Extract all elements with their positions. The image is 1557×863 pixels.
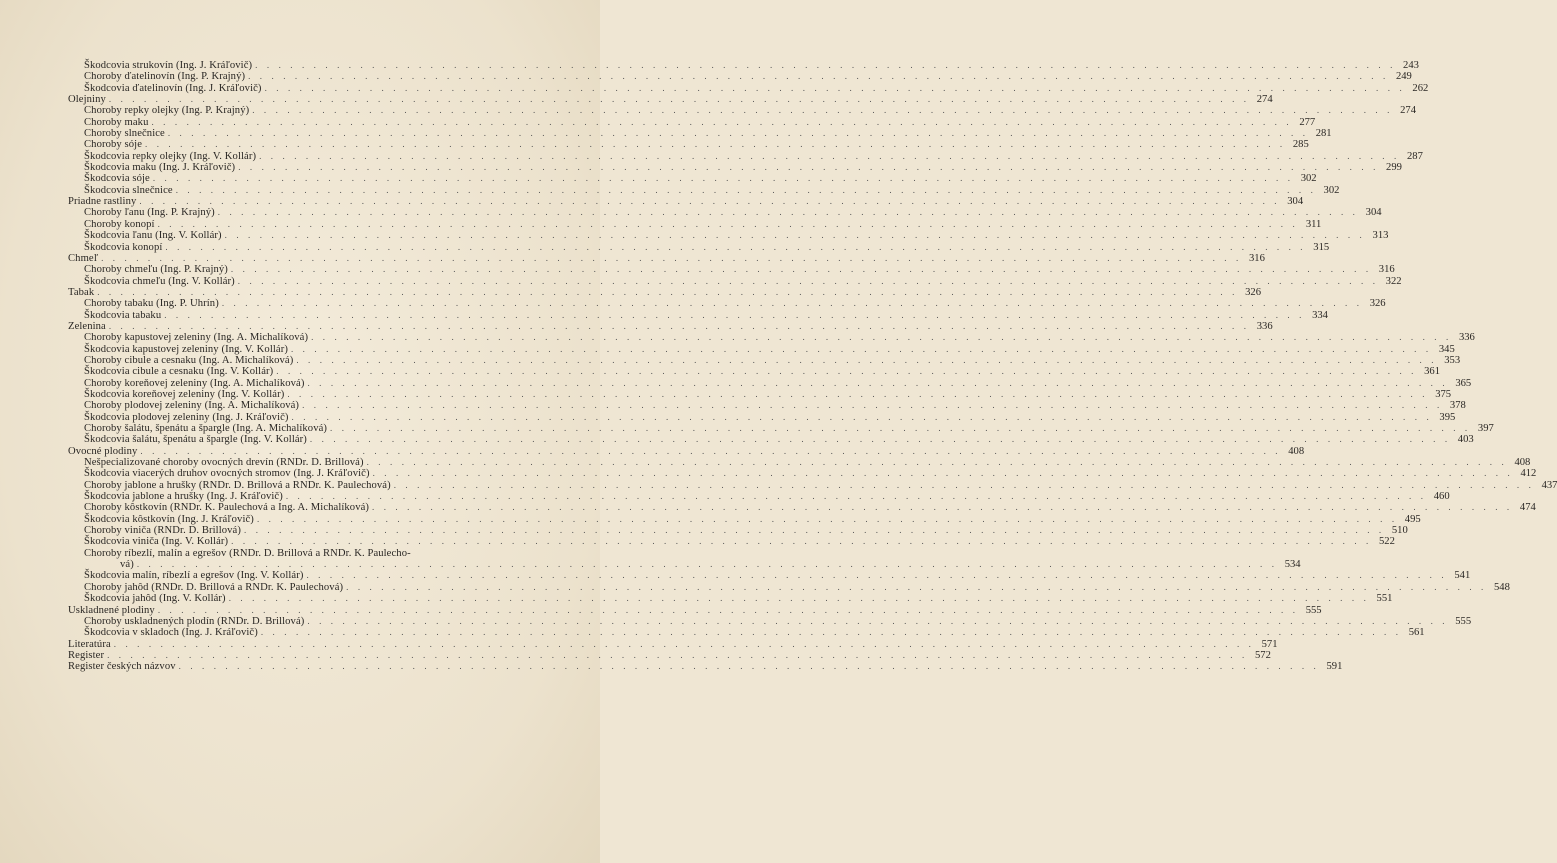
leader-dots xyxy=(231,264,1372,275)
table-of-contents xyxy=(68,60,1557,673)
toc-entry-title: Zelenina xyxy=(68,320,106,332)
toc-entry-page-number: 274 xyxy=(1256,94,1273,106)
toc-entry xyxy=(68,388,1452,400)
toc-entry-page-number: 313 xyxy=(1372,230,1389,242)
leader-dots xyxy=(107,650,1248,661)
toc-entry-page-number: 322 xyxy=(1385,275,1402,287)
toc-entry-page-number: 287 xyxy=(1406,150,1423,162)
toc-entry xyxy=(68,581,1510,593)
leader-dots xyxy=(302,400,1443,411)
toc-entry-page-number: 345 xyxy=(1438,343,1455,355)
leader-dots xyxy=(231,536,1372,547)
toc-entry-page-number: 353 xyxy=(1444,354,1461,366)
toc-entry-title: Choroby šalátu, špenátu a špargle (Ing. A. Michalíková) xyxy=(84,423,328,434)
toc-entry-title: Škodcovia kôstkovín (Ing. J. Kráľovič) xyxy=(84,513,254,525)
leader-dots xyxy=(307,378,1448,389)
toc-section-entry xyxy=(68,445,1305,457)
toc-section-entry xyxy=(68,638,1278,650)
toc-entry-page-number: 403 xyxy=(1457,434,1474,446)
toc-entry-page-number: 316 xyxy=(1248,252,1265,264)
toc-entry-title: Uskladnené plodiny xyxy=(68,604,155,616)
toc-entry-title: Choroby kapustovej zeleniny (Ing. A. Michalíková) xyxy=(84,332,309,344)
toc-entry xyxy=(68,218,1322,230)
toc-entry-page-number: 315 xyxy=(1313,241,1330,253)
toc-entry xyxy=(68,105,1416,117)
leader-dots xyxy=(164,310,1305,321)
leader-dots xyxy=(97,287,1238,298)
toc-entry xyxy=(68,309,1328,321)
toc-entry-page-number: 408 xyxy=(1514,457,1531,469)
toc-entry-title: Choroby ďatelinovín (Ing. P. Krajný) xyxy=(84,71,246,83)
leader-dots xyxy=(145,139,1286,150)
leader-dots xyxy=(140,446,1281,457)
leader-dots xyxy=(252,105,1393,116)
toc-entry xyxy=(68,230,1389,242)
toc-entry-title: Škodcovia ľanu (Ing. V. Kollár) xyxy=(84,230,222,242)
toc-entry xyxy=(68,298,1386,310)
toc-entry-title: Choroby ríbezlí, malín a egrešov (RNDr. D. Brillová a RNDr. K. Paulecho- xyxy=(84,547,411,559)
toc-section-entry xyxy=(68,286,1261,298)
leader-dots xyxy=(153,173,1294,184)
toc-entry-page-number: 378 xyxy=(1449,400,1466,412)
toc-entry-title: Škodcovia šalátu, špenátu a špargle (Ing. V. Kollár) xyxy=(84,434,307,446)
toc-entry xyxy=(68,548,546,559)
toc-entry-title: Choroby cibule a cesnaku (Ing. A. Michalíková) xyxy=(84,354,294,366)
leader-dots xyxy=(229,593,1370,604)
toc-entry-page-number: 408 xyxy=(1288,445,1305,457)
leader-dots xyxy=(158,605,1299,616)
toc-entry-title: Škodcovia konopí xyxy=(84,241,163,253)
leader-dots xyxy=(151,117,1292,128)
leader-dots xyxy=(287,389,1428,400)
toc-entry xyxy=(68,207,1382,219)
toc-entry-title: Škodcovia repky olejky (Ing. V. Kollár) xyxy=(84,150,257,162)
toc-entry-title: Choroby konopí xyxy=(84,218,155,230)
leader-dots xyxy=(109,94,1250,105)
toc-entry-page-number: 561 xyxy=(1408,627,1425,639)
toc-entry-page-number: 365 xyxy=(1455,377,1472,389)
toc-section-entry xyxy=(68,252,1265,264)
toc-entry-page-number: 541 xyxy=(1454,570,1471,582)
toc-entry-title: Choroby maku xyxy=(84,116,149,128)
toc-entry-page-number: 277 xyxy=(1299,116,1316,128)
toc-entry-page-number: 262 xyxy=(1412,82,1429,94)
leader-dots xyxy=(222,298,1363,309)
toc-entry-page-number: 551 xyxy=(1376,593,1393,605)
leader-dots xyxy=(367,457,1508,468)
leader-dots xyxy=(168,128,1309,139)
leader-dots xyxy=(179,661,1320,672)
leader-dots xyxy=(244,525,1385,536)
toc-entry xyxy=(68,593,1393,605)
toc-entry-title: Choroby jahôd (RNDr. D. Brillová a RNDr. K. Paulechová) xyxy=(84,581,344,593)
toc-entry-page-number: 510 xyxy=(1391,525,1408,537)
leader-dots xyxy=(109,321,1250,332)
toc-entry xyxy=(68,116,1316,128)
leader-dots xyxy=(165,242,1306,253)
toc-entry-page-number: 412 xyxy=(1520,468,1537,480)
toc-entry-page-number: 243 xyxy=(1403,60,1419,71)
toc-entry-title: Škodcovia chmeľu (Ing. V. Kollár) xyxy=(84,275,235,287)
toc-entry-title: Škodcovia sóje xyxy=(84,173,150,185)
toc-entry xyxy=(68,570,1471,582)
toc-entry xyxy=(68,150,1423,162)
toc-entry xyxy=(68,457,1531,469)
toc-entry xyxy=(68,400,1466,412)
toc-section-entry xyxy=(68,661,1343,673)
toc-entry-title: Nešpecializované choroby ovocných drevín (RNDr. D. Brillová) xyxy=(84,457,364,469)
leader-dots xyxy=(255,60,1396,71)
toc-entry-page-number: 274 xyxy=(1400,105,1416,117)
toc-entry-page-number: 361 xyxy=(1424,366,1440,378)
toc-entry-page-number: 285 xyxy=(1292,139,1309,151)
toc-entry-page-number: 555 xyxy=(1455,615,1472,627)
toc-entry-title: Choroby uskladnených plodín (RNDr. D. Brillová) xyxy=(84,615,305,627)
leader-dots xyxy=(311,332,1452,343)
toc-entry-title: Choroby kôstkovín (RNDr. K. Paulechová a Ing. A. Michalíková) xyxy=(84,502,370,514)
leader-dots xyxy=(158,219,1299,230)
leader-dots xyxy=(373,468,1514,479)
toc-entry-title: Olejniny xyxy=(68,94,106,106)
toc-entry-page-number: 397 xyxy=(1477,423,1494,434)
toc-entry xyxy=(68,491,1450,503)
toc-entry-title: Škodcovia kapustovej zeleniny (Ing. V. Kollár) xyxy=(84,343,288,355)
toc-entry-page-number: 336 xyxy=(1458,332,1475,344)
toc-entry xyxy=(68,173,1317,185)
leader-dots xyxy=(291,344,1432,355)
toc-entry xyxy=(68,366,1440,378)
toc-entry-page-number: 555 xyxy=(1305,604,1322,616)
leader-dots xyxy=(372,502,1513,513)
toc-entry-title: Choroby jablone a hrušky (RNDr. D. Brillová a RNDr. K. Paulechová) xyxy=(84,479,391,491)
toc-entry-title: Škodcovia slnečnice xyxy=(84,184,173,196)
toc-entry xyxy=(68,343,1455,355)
toc-section-entry xyxy=(68,649,1271,661)
toc-entry xyxy=(68,479,1557,491)
leader-dots xyxy=(259,151,1400,162)
toc-entry-title: Chmeľ xyxy=(68,252,99,264)
toc-entry xyxy=(68,82,1429,94)
toc-entry xyxy=(68,536,1395,548)
leader-dots xyxy=(225,230,1366,241)
leader-dots xyxy=(296,355,1437,366)
leader-dots xyxy=(286,491,1427,502)
toc-entry-page-number: 474 xyxy=(1519,502,1536,514)
toc-entry-page-number: 571 xyxy=(1261,638,1278,650)
toc-entry-page-number: 572 xyxy=(1254,649,1271,661)
toc-entry-page-number: 326 xyxy=(1245,286,1261,298)
toc-entry-title: Choroby plodovej zeleniny (Ing. A. Michalíková) xyxy=(84,400,300,412)
leader-dots xyxy=(306,570,1447,581)
toc-entry-page-number: 304 xyxy=(1287,196,1304,208)
leader-dots xyxy=(265,83,1406,94)
toc-entry-page-number: 299 xyxy=(1386,162,1402,174)
toc-entry xyxy=(68,128,1332,140)
toc-entry xyxy=(68,139,1309,151)
toc-entry-title: Škodcovia v skladoch (Ing. J. Kráľovič) xyxy=(84,627,258,639)
toc-entry-title: Choroby chmeľu (Ing. P. Krajný) xyxy=(84,264,228,276)
toc-entry-title: Škodcovia plodovej zeleniny (Ing. J. Kráľovič) xyxy=(84,411,289,423)
toc-entry-title: Choroby sóje xyxy=(84,139,142,151)
toc-entry-title: vá) xyxy=(120,559,134,571)
toc-entry xyxy=(68,241,1330,253)
toc-entry xyxy=(68,559,1301,571)
toc-entry-page-number: 522 xyxy=(1379,536,1395,548)
toc-entry-title: Choroby koreňovej zeleniny (Ing. A. Michalíková) xyxy=(84,377,305,389)
leader-dots xyxy=(114,639,1255,650)
leader-dots xyxy=(218,207,1359,218)
toc-entry xyxy=(68,513,1421,525)
toc-entry-title: Škodcovia strukovín (Ing. J. Kráľovič) xyxy=(84,60,253,71)
toc-entry-title: Škodcovia ďatelinovín (Ing. J. Kráľovič) xyxy=(84,82,262,94)
toc-entry xyxy=(68,354,1461,366)
toc-entry-title: Choroby tabaku (Ing. P. Uhrín) xyxy=(84,298,219,310)
leader-dots xyxy=(292,412,1433,423)
leader-dots xyxy=(310,434,1451,445)
toc-entry-title: Choroby ľanu (Ing. P. Krajný) xyxy=(84,207,215,219)
toc-section-entry xyxy=(68,604,1322,616)
toc-entry-title: Škodcovia jablone a hrušky (Ing. J. Kráľovič) xyxy=(84,491,283,503)
toc-entry xyxy=(68,162,1402,174)
leader-dots xyxy=(276,366,1417,377)
toc-entry-page-number: 281 xyxy=(1315,128,1332,140)
toc-entry-title: Ovocné plodiny xyxy=(68,445,138,457)
leader-dots xyxy=(394,480,1535,491)
leader-dots xyxy=(176,185,1317,196)
leader-dots xyxy=(238,276,1379,287)
toc-entry-title: Škodcovia viacerých druhov ovocných stromov (Ing. J. Kráľovič) xyxy=(84,468,370,480)
leader-dots xyxy=(101,253,1242,264)
toc-entry-title: Škodcovia tabaku xyxy=(84,309,162,321)
toc-entry-page-number: 395 xyxy=(1439,411,1456,423)
toc-entry-page-number: 311 xyxy=(1305,218,1322,230)
toc-entry xyxy=(68,60,1419,71)
toc-entry-title: Priadne rastliny xyxy=(68,196,137,208)
toc-entry-page-number: 302 xyxy=(1323,184,1340,196)
leader-dots xyxy=(139,196,1280,207)
toc-entry-title: Register českých názvov xyxy=(68,661,176,673)
toc-entry-title: Register xyxy=(68,649,105,661)
toc-entry xyxy=(68,275,1402,287)
toc-entry-title: Škodcovia viniča (Ing. V. Kollár) xyxy=(84,536,229,548)
toc-entry xyxy=(68,264,1395,276)
toc-entry-title: Škodcovia cibule a cesnaku (Ing. V. Kollár) xyxy=(84,366,274,378)
toc-entry-page-number: 249 xyxy=(1395,71,1412,83)
toc-entry xyxy=(68,525,1408,537)
toc-entry xyxy=(68,502,1536,514)
toc-entry-page-number: 326 xyxy=(1369,298,1386,310)
toc-entry-page-number: 591 xyxy=(1326,661,1343,673)
toc-entry-title: Tabak xyxy=(68,286,95,298)
toc-entry-page-number: 375 xyxy=(1435,388,1452,400)
toc-entry-title: Škodcovia koreňovej zeleniny (Ing. V. Kollár) xyxy=(84,388,285,400)
leader-dots xyxy=(261,627,1402,638)
toc-entry-title: Choroby slnečnice xyxy=(84,128,165,140)
toc-entry-page-number: 548 xyxy=(1493,581,1510,593)
toc-section-entry xyxy=(68,320,1273,332)
toc-entry-title: Literatúra xyxy=(68,638,111,650)
toc-entry xyxy=(68,184,1340,196)
toc-entry-page-number: 334 xyxy=(1312,309,1328,321)
toc-entry-page-number: 460 xyxy=(1433,491,1450,503)
toc-entry-title: Škodcovia jahôd (Ing. V. Kollár) xyxy=(84,593,226,605)
toc-entry xyxy=(68,615,1472,627)
toc-entry-page-number: 336 xyxy=(1256,320,1273,332)
toc-section-entry xyxy=(68,196,1304,208)
toc-entry xyxy=(68,377,1472,389)
toc-entry xyxy=(68,423,1494,434)
leader-dots xyxy=(257,514,1398,525)
toc-section-entry xyxy=(68,94,1273,106)
toc-entry-title: Škodcovia maku (Ing. J. Kráľovič) xyxy=(84,162,236,174)
toc-entry xyxy=(68,411,1456,423)
toc-entry-page-number: 304 xyxy=(1365,207,1382,219)
toc-entry-title: Škodcovia malín, ríbezlí a egrešov (Ing. V. Kollár) xyxy=(84,570,304,582)
toc-entry-page-number: 495 xyxy=(1404,513,1421,525)
toc-entry-page-number: 302 xyxy=(1300,173,1317,185)
leader-dots xyxy=(346,582,1487,593)
toc-entry xyxy=(68,627,1425,639)
leader-dots xyxy=(248,71,1389,82)
toc-entry xyxy=(68,468,1537,480)
leader-dots xyxy=(307,616,1448,627)
leader-dots xyxy=(238,162,1379,173)
toc-entry xyxy=(68,71,1412,83)
toc-entry-page-number: 437 xyxy=(1541,479,1557,491)
toc-entry-title: Choroby repky olejky (Ing. P. Krajný) xyxy=(84,105,250,117)
toc-entry xyxy=(68,332,1475,344)
toc-entry-title: Choroby viniča (RNDr. D. Brillová) xyxy=(84,525,241,537)
toc-entry-page-number: 534 xyxy=(1284,559,1301,571)
toc-entry xyxy=(68,434,1474,446)
leader-dots xyxy=(330,423,1471,434)
leader-dots xyxy=(137,559,1278,570)
toc-entry-page-number: 316 xyxy=(1378,264,1395,276)
